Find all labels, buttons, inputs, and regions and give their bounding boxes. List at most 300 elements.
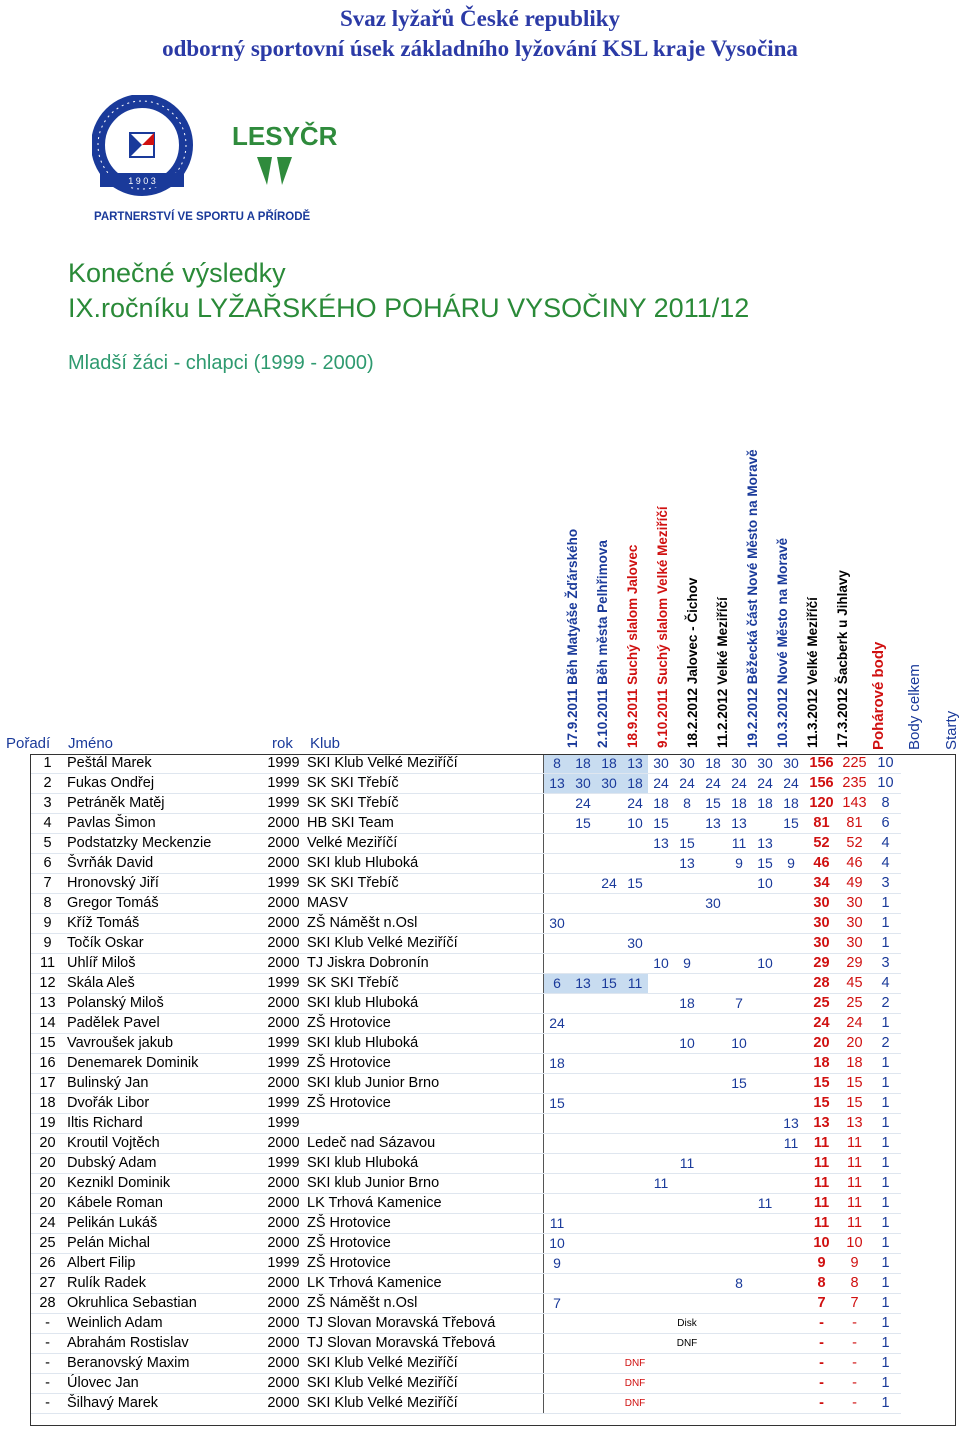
cell-event-6: 11 bbox=[674, 1154, 700, 1174]
cell-event-1 bbox=[544, 1374, 571, 1394]
cell-cup-points: - bbox=[804, 1394, 839, 1414]
col-header-club: Klub bbox=[310, 735, 341, 752]
cell-event-7 bbox=[700, 934, 726, 954]
cell-event-8: 30 bbox=[726, 754, 752, 774]
cell-event-8 bbox=[726, 914, 752, 934]
cell-position: 9 bbox=[30, 934, 65, 954]
cell-event-4 bbox=[622, 1214, 648, 1234]
cell-club: ZŠ Hrotovice bbox=[305, 1254, 544, 1274]
cell-event-1: 8 bbox=[544, 754, 571, 774]
table-row bbox=[30, 1014, 901, 1034]
cell-event-3: 15 bbox=[596, 974, 622, 994]
cell-name: Kříž Tomáš bbox=[65, 914, 262, 934]
cell-event-3 bbox=[596, 1194, 622, 1214]
cell-year: 2000 bbox=[262, 1394, 305, 1414]
cell-cup-points: 25 bbox=[804, 994, 839, 1014]
cell-starts: 1 bbox=[870, 1154, 901, 1174]
cell-event-3 bbox=[596, 1034, 622, 1054]
cell-event-10: 15 bbox=[778, 814, 804, 834]
cell-event-8 bbox=[726, 974, 752, 994]
cell-event-10 bbox=[778, 1374, 804, 1394]
cell-event-8 bbox=[726, 894, 752, 914]
cell-event-9 bbox=[752, 894, 778, 914]
cell-event-10 bbox=[778, 1094, 804, 1114]
cell-starts: 1 bbox=[870, 1354, 901, 1374]
table-row bbox=[30, 1174, 901, 1194]
cell-event-3: 24 bbox=[596, 874, 622, 894]
cell-event-9: 18 bbox=[752, 794, 778, 814]
cell-event-7 bbox=[700, 1014, 726, 1034]
cell-total-points: 29 bbox=[839, 954, 870, 974]
cell-event-6 bbox=[674, 1094, 700, 1114]
cell-event-9 bbox=[752, 1174, 778, 1194]
cell-total-points: 30 bbox=[839, 894, 870, 914]
cell-event-8 bbox=[726, 1154, 752, 1174]
cell-event-8 bbox=[726, 1014, 752, 1034]
cell-starts: 1 bbox=[870, 914, 901, 934]
cell-event-5 bbox=[648, 974, 674, 994]
cell-event-6: 8 bbox=[674, 794, 700, 814]
cell-event-9 bbox=[752, 1034, 778, 1054]
cell-event-7 bbox=[700, 1234, 726, 1254]
cell-name: Gregor Tomáš bbox=[65, 894, 262, 914]
cell-club: SKI klub Hluboká bbox=[305, 994, 544, 1014]
cell-event-8: 24 bbox=[726, 774, 752, 794]
cell-event-8: 13 bbox=[726, 814, 752, 834]
cell-starts: 1 bbox=[870, 934, 901, 954]
cell-year: 2000 bbox=[262, 1374, 305, 1394]
cell-event-8: 7 bbox=[726, 994, 752, 1014]
cell-year: 2000 bbox=[262, 954, 305, 974]
cell-position: 27 bbox=[30, 1274, 65, 1294]
cell-cup-points: 10 bbox=[804, 1234, 839, 1254]
cell-event-8 bbox=[726, 1114, 752, 1134]
cell-event-1: 18 bbox=[544, 1054, 571, 1074]
cell-total-points: 13 bbox=[839, 1114, 870, 1134]
cell-total-points: 11 bbox=[839, 1154, 870, 1174]
cell-event-9 bbox=[752, 1054, 778, 1074]
cell-cup-points: 46 bbox=[804, 854, 839, 874]
cell-cup-points: 11 bbox=[804, 1134, 839, 1154]
cell-event-2 bbox=[570, 1134, 596, 1154]
cell-event-5 bbox=[648, 874, 674, 894]
cell-cup-points: 7 bbox=[804, 1294, 839, 1314]
cell-position: 2 bbox=[30, 774, 65, 794]
cell-event-8 bbox=[726, 1254, 752, 1274]
col-header-name: Jméno bbox=[68, 735, 114, 752]
cell-event-2 bbox=[570, 1274, 596, 1294]
cell-event-10 bbox=[778, 1234, 804, 1254]
cell-event-10 bbox=[778, 974, 804, 994]
cell-year: 1999 bbox=[262, 774, 305, 794]
cell-name: Dubský Adam bbox=[65, 1154, 262, 1174]
cell-position: 20 bbox=[30, 1174, 65, 1194]
cell-event-4: 30 bbox=[622, 934, 648, 954]
cell-club: SK SKI Třebíč bbox=[305, 974, 544, 994]
cell-event-7 bbox=[700, 854, 726, 874]
cell-starts: 1 bbox=[870, 1254, 901, 1274]
cell-event-3 bbox=[596, 934, 622, 954]
cell-event-4 bbox=[622, 854, 648, 874]
cell-event-1 bbox=[544, 1134, 571, 1154]
cell-event-10 bbox=[778, 994, 804, 1014]
cell-name: Uhlíř Miloš bbox=[65, 954, 262, 974]
cell-event-9 bbox=[752, 1394, 778, 1414]
cell-starts: 1 bbox=[870, 1054, 901, 1074]
cell-starts: 1 bbox=[870, 1294, 901, 1314]
cell-event-8 bbox=[726, 1134, 752, 1154]
cell-event-10 bbox=[778, 874, 804, 894]
cell-event-5 bbox=[648, 1034, 674, 1054]
cell-position: 3 bbox=[30, 794, 65, 814]
cell-event-5 bbox=[648, 1054, 674, 1074]
cell-event-5 bbox=[648, 1214, 674, 1234]
cell-event-2 bbox=[570, 1374, 596, 1394]
cell-event-1 bbox=[544, 894, 571, 914]
cell-event-10 bbox=[778, 914, 804, 934]
cell-event-9 bbox=[752, 1374, 778, 1394]
cell-event-1 bbox=[544, 1034, 571, 1054]
cell-event-5 bbox=[648, 1114, 674, 1134]
table-row bbox=[30, 854, 901, 874]
cell-event-3 bbox=[596, 834, 622, 854]
cell-club: Velké Meziříčí bbox=[305, 834, 544, 854]
cell-event-1 bbox=[544, 874, 571, 894]
cell-total-points: 15 bbox=[839, 1094, 870, 1114]
cell-year: 1999 bbox=[262, 754, 305, 774]
cell-event-3 bbox=[596, 894, 622, 914]
cell-total-points: 30 bbox=[839, 934, 870, 954]
cell-event-7 bbox=[700, 1114, 726, 1134]
cell-starts: 2 bbox=[870, 1034, 901, 1054]
table-row bbox=[30, 1394, 901, 1414]
cell-event-5 bbox=[648, 994, 674, 1014]
cell-year: 1999 bbox=[262, 1154, 305, 1174]
cell-event-7 bbox=[700, 1174, 726, 1194]
cell-event-8: 10 bbox=[726, 1034, 752, 1054]
cell-total-points: - bbox=[839, 1314, 870, 1334]
cell-event-7: 24 bbox=[700, 774, 726, 794]
cell-club: SKI Klub Velké Meziříčí bbox=[305, 1394, 544, 1414]
cell-event-9 bbox=[752, 814, 778, 834]
cell-event-6 bbox=[674, 1274, 700, 1294]
cell-event-2 bbox=[570, 1154, 596, 1174]
cell-starts: 1 bbox=[870, 1074, 901, 1094]
cell-event-4 bbox=[622, 1074, 648, 1094]
cell-total-points: 8 bbox=[839, 1274, 870, 1294]
cell-event-4 bbox=[622, 954, 648, 974]
cell-event-9: 15 bbox=[752, 854, 778, 874]
cell-cup-points: 15 bbox=[804, 1094, 839, 1114]
cell-event-7: 30 bbox=[700, 894, 726, 914]
cell-event-6 bbox=[674, 1014, 700, 1034]
table-row bbox=[30, 794, 901, 814]
cell-event-6: 15 bbox=[674, 834, 700, 854]
cell-event-10 bbox=[778, 1294, 804, 1314]
table-row bbox=[30, 974, 901, 994]
cell-event-10 bbox=[778, 1334, 804, 1354]
cell-position: 26 bbox=[30, 1254, 65, 1274]
cell-position: 6 bbox=[30, 854, 65, 874]
logo-tagline: PARTNERSTVÍ VE SPORTU A PŘÍRODĚ bbox=[94, 211, 311, 223]
cell-position: 1 bbox=[30, 754, 65, 774]
cell-name: Keznikl Dominik bbox=[65, 1174, 262, 1194]
cell-year: 1999 bbox=[262, 874, 305, 894]
cell-event-5 bbox=[648, 1254, 674, 1274]
cell-year: 2000 bbox=[262, 1074, 305, 1094]
cell-event-1 bbox=[544, 1314, 571, 1334]
cell-event-7 bbox=[700, 1094, 726, 1114]
cell-event-4 bbox=[622, 1014, 648, 1034]
cell-club: LK Trhová Kamenice bbox=[305, 1194, 544, 1214]
cell-position: 18 bbox=[30, 1094, 65, 1114]
cell-cup-points: 9 bbox=[804, 1254, 839, 1274]
cell-event-6 bbox=[674, 1354, 700, 1374]
cell-event-2 bbox=[570, 1294, 596, 1314]
cell-event-8 bbox=[726, 1294, 752, 1314]
cell-event-2 bbox=[570, 1054, 596, 1074]
col-header-pos: Pořadí bbox=[6, 735, 51, 752]
cell-event-2 bbox=[570, 1094, 596, 1114]
cell-cup-points: 29 bbox=[804, 954, 839, 974]
cell-event-10 bbox=[778, 934, 804, 954]
cell-cup-points: 11 bbox=[804, 1174, 839, 1194]
cell-event-8 bbox=[726, 1234, 752, 1254]
cell-year: 2000 bbox=[262, 894, 305, 914]
cell-cup-points: 34 bbox=[804, 874, 839, 894]
cell-total-points: - bbox=[839, 1374, 870, 1394]
cell-club: TJ Jiskra Dobronín bbox=[305, 954, 544, 974]
cell-event-4 bbox=[622, 1134, 648, 1154]
cell-event-5 bbox=[648, 1074, 674, 1094]
sponsor-logo bbox=[92, 95, 354, 225]
cell-starts: 1 bbox=[870, 1314, 901, 1334]
cell-event-1 bbox=[544, 794, 571, 814]
cell-event-10 bbox=[778, 1314, 804, 1334]
cell-event-7 bbox=[700, 834, 726, 854]
cell-event-3 bbox=[596, 1054, 622, 1074]
cell-starts: 4 bbox=[870, 834, 901, 854]
cell-total-points: 30 bbox=[839, 914, 870, 934]
cell-year: 2000 bbox=[262, 1354, 305, 1374]
cell-event-6 bbox=[674, 894, 700, 914]
cell-year: 2000 bbox=[262, 834, 305, 854]
cell-starts: 1 bbox=[870, 1114, 901, 1134]
cell-total-points: 143 bbox=[839, 794, 870, 814]
cell-event-1: 13 bbox=[544, 774, 571, 794]
table-row bbox=[30, 1054, 901, 1074]
cell-name: Polanský Miloš bbox=[65, 994, 262, 1014]
cell-event-5: 30 bbox=[648, 754, 674, 774]
table-row bbox=[30, 1334, 901, 1354]
cell-event-6 bbox=[674, 1134, 700, 1154]
cell-event-6 bbox=[674, 914, 700, 934]
cell-cup-points: 24 bbox=[804, 1014, 839, 1034]
cell-cup-points: 52 bbox=[804, 834, 839, 854]
cell-event-9 bbox=[752, 1094, 778, 1114]
cell-event-10: 24 bbox=[778, 774, 804, 794]
cell-starts: 1 bbox=[870, 1394, 901, 1414]
cell-event-7 bbox=[700, 1154, 726, 1174]
cell-event-7 bbox=[700, 954, 726, 974]
cell-year: 2000 bbox=[262, 934, 305, 954]
cell-event-10 bbox=[778, 1074, 804, 1094]
cell-event-2 bbox=[570, 1014, 596, 1034]
cell-event-4 bbox=[622, 1274, 648, 1294]
cell-event-10 bbox=[778, 1194, 804, 1214]
cell-event-5 bbox=[648, 1374, 674, 1394]
cell-event-2 bbox=[570, 1194, 596, 1214]
cell-event-1 bbox=[544, 1274, 571, 1294]
cell-year: 1999 bbox=[262, 1254, 305, 1274]
cell-total-points: 11 bbox=[839, 1194, 870, 1214]
cell-event-9 bbox=[752, 934, 778, 954]
cell-event-3 bbox=[596, 814, 622, 834]
cell-position: 24 bbox=[30, 1214, 65, 1234]
cell-year: 1999 bbox=[262, 794, 305, 814]
cell-event-2 bbox=[570, 1234, 596, 1254]
cell-event-3 bbox=[596, 1254, 622, 1274]
cell-event-7 bbox=[700, 1374, 726, 1394]
cell-starts: 3 bbox=[870, 874, 901, 894]
cell-club: ZŠ Náměšt n.Osl bbox=[305, 1294, 544, 1314]
cell-event-2 bbox=[570, 914, 596, 934]
cell-event-6: 9 bbox=[674, 954, 700, 974]
table-row bbox=[30, 1074, 901, 1094]
cell-event-8 bbox=[726, 954, 752, 974]
cell-event-3 bbox=[596, 794, 622, 814]
cell-starts: 2 bbox=[870, 994, 901, 1014]
cell-total-points: 46 bbox=[839, 854, 870, 874]
cell-event-4 bbox=[622, 1034, 648, 1054]
cell-event-7 bbox=[700, 874, 726, 894]
cell-name: Točík Oskar bbox=[65, 934, 262, 954]
cell-cup-points: 30 bbox=[804, 914, 839, 934]
cell-event-10: 9 bbox=[778, 854, 804, 874]
cell-event-9 bbox=[752, 1014, 778, 1034]
cell-event-5 bbox=[648, 1094, 674, 1114]
cell-cup-points: 11 bbox=[804, 1214, 839, 1234]
table-row bbox=[30, 1114, 901, 1134]
cell-event-6: 10 bbox=[674, 1034, 700, 1054]
cell-club: HB SKI Team bbox=[305, 814, 544, 834]
cell-event-7 bbox=[700, 1394, 726, 1414]
cell-event-2 bbox=[570, 1354, 596, 1374]
cell-event-1: 6 bbox=[544, 974, 571, 994]
cell-event-9 bbox=[752, 994, 778, 1014]
cell-name: Skála Aleš bbox=[65, 974, 262, 994]
cell-total-points: 11 bbox=[839, 1214, 870, 1234]
results-table bbox=[30, 754, 901, 1414]
table-row bbox=[30, 1134, 901, 1154]
cell-event-3 bbox=[596, 1174, 622, 1194]
cell-event-1: 9 bbox=[544, 1254, 571, 1274]
cell-starts: 1 bbox=[870, 1174, 901, 1194]
cell-name: Abrahám Rostislav bbox=[65, 1334, 262, 1354]
cell-event-9 bbox=[752, 1354, 778, 1374]
cell-event-9: 10 bbox=[752, 874, 778, 894]
cell-total-points: 81 bbox=[839, 814, 870, 834]
cell-event-4 bbox=[622, 1194, 648, 1214]
cell-event-1 bbox=[544, 834, 571, 854]
cell-event-6: 30 bbox=[674, 754, 700, 774]
cell-event-6 bbox=[674, 1174, 700, 1194]
table-row bbox=[30, 1194, 901, 1214]
cell-event-6 bbox=[674, 1234, 700, 1254]
table-row bbox=[30, 894, 901, 914]
cell-event-2 bbox=[570, 854, 596, 874]
cell-event-1: 15 bbox=[544, 1094, 571, 1114]
cell-event-4 bbox=[622, 1114, 648, 1134]
cell-event-6 bbox=[674, 814, 700, 834]
cell-name: Petráněk Matěj bbox=[65, 794, 262, 814]
cell-starts: 1 bbox=[870, 1234, 901, 1254]
cell-event-4 bbox=[622, 1254, 648, 1274]
cell-name: Rulík Radek bbox=[65, 1274, 262, 1294]
cell-event-8 bbox=[726, 1334, 752, 1354]
table-row bbox=[30, 834, 901, 854]
cell-name: Dvořák Libor bbox=[65, 1094, 262, 1114]
cell-event-3 bbox=[596, 1274, 622, 1294]
cell-event-4: DNF bbox=[622, 1374, 648, 1394]
cell-starts: 1 bbox=[870, 894, 901, 914]
cell-event-5 bbox=[648, 1274, 674, 1294]
table-row bbox=[30, 754, 901, 774]
cell-name: Okruhlica Sebastian bbox=[65, 1294, 262, 1314]
cell-cup-points: 28 bbox=[804, 974, 839, 994]
cell-event-6 bbox=[674, 1074, 700, 1094]
cell-event-4 bbox=[622, 994, 648, 1014]
cell-event-7: 15 bbox=[700, 794, 726, 814]
cell-year: 2000 bbox=[262, 1234, 305, 1254]
cell-event-7 bbox=[700, 1194, 726, 1214]
cell-event-8: 18 bbox=[726, 794, 752, 814]
cell-club: SKI klub Junior Brno bbox=[305, 1174, 544, 1194]
cell-position: 20 bbox=[30, 1194, 65, 1214]
cell-position: 14 bbox=[30, 1014, 65, 1034]
cell-club: SKI klub Junior Brno bbox=[305, 1074, 544, 1094]
cell-event-2 bbox=[570, 834, 596, 854]
cell-event-9 bbox=[752, 1254, 778, 1274]
cell-event-1 bbox=[544, 1354, 571, 1374]
cell-event-3 bbox=[596, 1394, 622, 1414]
cell-event-2 bbox=[570, 1314, 596, 1334]
cell-position: 20 bbox=[30, 1134, 65, 1154]
cell-cup-points: - bbox=[804, 1314, 839, 1334]
cell-event-3 bbox=[596, 854, 622, 874]
cell-cup-points: - bbox=[804, 1374, 839, 1394]
cell-event-4 bbox=[622, 1094, 648, 1114]
cell-event-10 bbox=[778, 1014, 804, 1034]
cell-event-4 bbox=[622, 1314, 648, 1334]
cell-event-3 bbox=[596, 1214, 622, 1234]
cell-event-5 bbox=[648, 854, 674, 874]
cell-cup-points: 8 bbox=[804, 1274, 839, 1294]
cell-event-2: 15 bbox=[570, 814, 596, 834]
cell-event-5 bbox=[648, 894, 674, 914]
cell-club: ZŠ Náměšt n.Osl bbox=[305, 914, 544, 934]
cell-event-9: 13 bbox=[752, 834, 778, 854]
cell-event-9 bbox=[752, 1074, 778, 1094]
cell-year: 2000 bbox=[262, 1294, 305, 1314]
cell-event-2 bbox=[570, 1394, 596, 1414]
cell-club bbox=[305, 1114, 544, 1134]
cell-club: SK SKI Třebíč bbox=[305, 874, 544, 894]
cell-event-1 bbox=[544, 1174, 571, 1194]
cell-event-8: 15 bbox=[726, 1074, 752, 1094]
cell-event-4: 18 bbox=[622, 774, 648, 794]
cell-position: 16 bbox=[30, 1054, 65, 1074]
